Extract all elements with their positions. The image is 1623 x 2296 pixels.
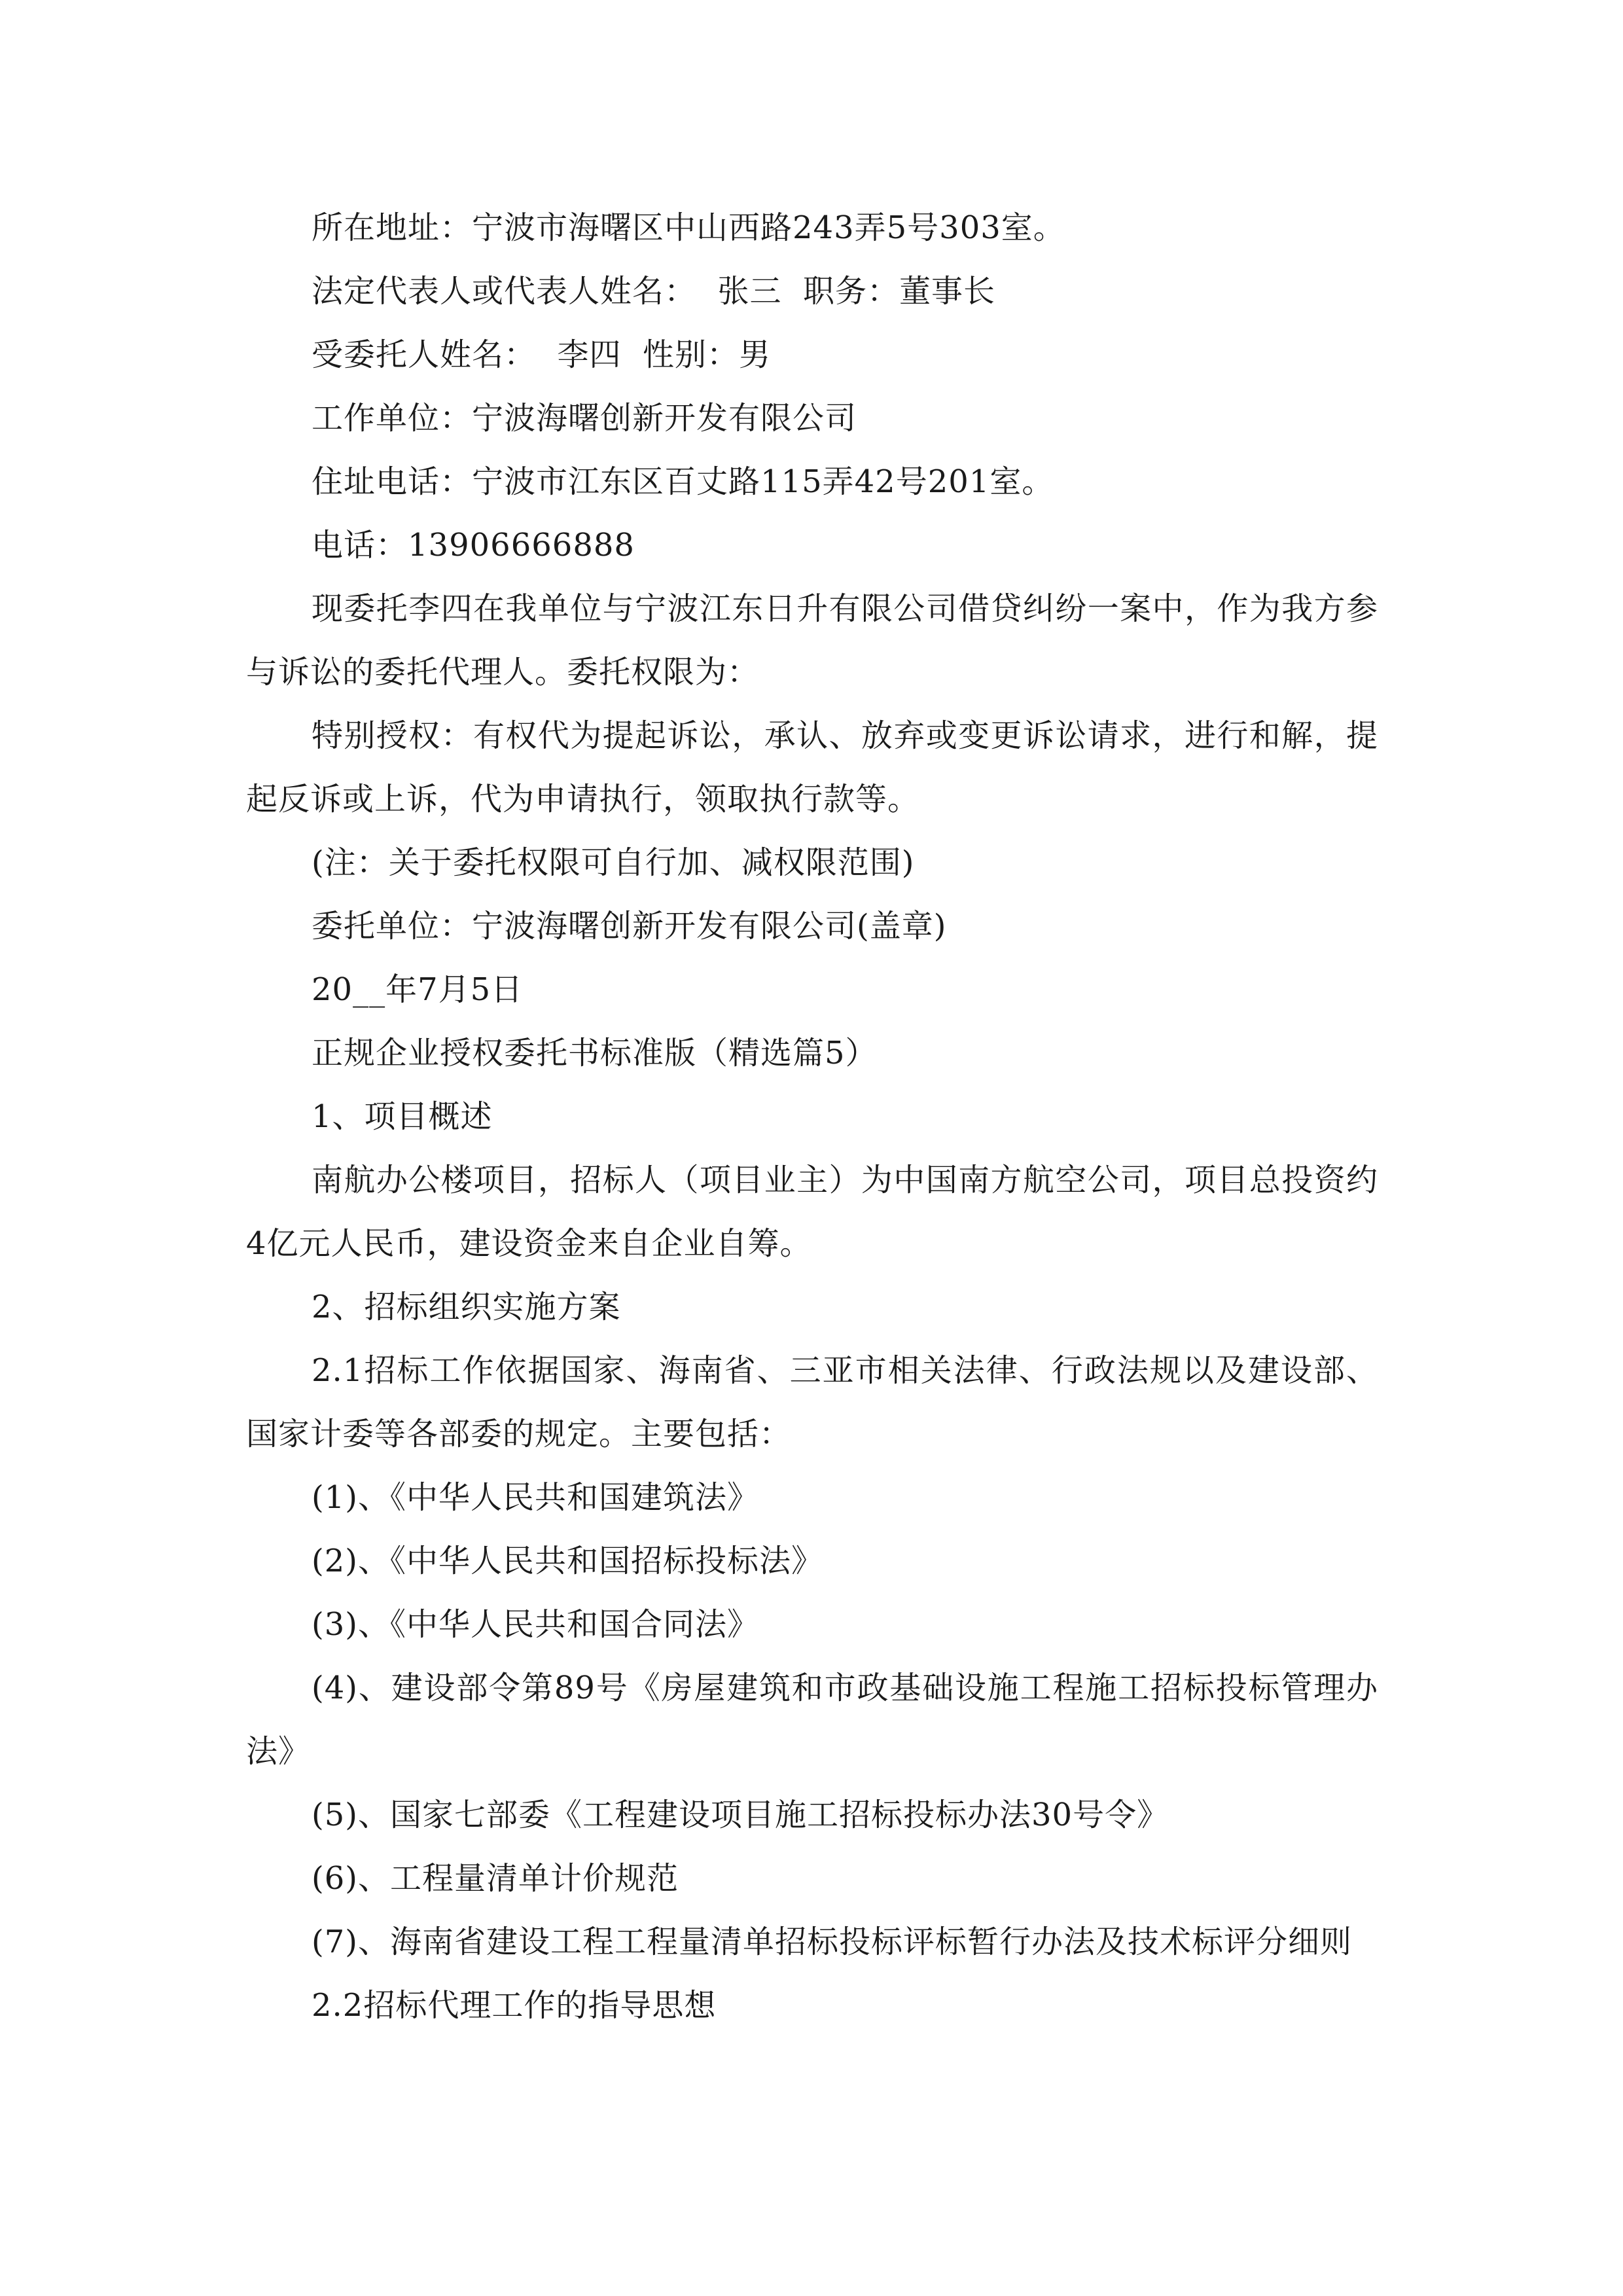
list-item-5: (5)、国家七部委《工程建设项目施工招标投标办法30号令》 bbox=[312, 1797, 1169, 1833]
list-item-4: (4)、建设部令第89号《房屋建筑和市政基础设施工程施工招标投标管理办法》 bbox=[246, 1670, 1378, 1770]
bidding-basis-paragraph: 2.1招标工作依据国家、海南省、三亚市相关法律、行政法规以及建设部、国家计委等各部委的规定。主要包括： bbox=[246, 1352, 1378, 1452]
legal-representative-line: 法定代表人或代表人姓名： 张三 职务：董事长 bbox=[312, 273, 996, 310]
heading-guiding-principle: 2.2招标代理工作的指导思想 bbox=[312, 1987, 717, 2024]
project-overview-paragraph: 南航办公楼项目，招标人（项目业主）为中国南方航空公司，项目总投资约4亿元人民币，建设资金来自企业自筹。 bbox=[246, 1162, 1378, 1262]
list-item-7: (7)、海南省建设工程工程量清单招标投标评标暂行办法及技术标评分细则 bbox=[312, 1924, 1352, 1960]
entrusting-unit-line: 委托单位：宁波海曙创新开发有限公司(盖章) bbox=[312, 908, 947, 944]
address-line: 所在地址：宁波市海曙区中山西路243弄5号303室。 bbox=[312, 209, 1065, 246]
list-item-3: (3)、《中华人民共和国合同法》 bbox=[312, 1606, 759, 1643]
list-item-2: (2)、《中华人民共和国招标投标法》 bbox=[312, 1543, 823, 1579]
phone-line: 电话：13906666888 bbox=[312, 527, 635, 564]
residence-line: 住址电话：宁波市江东区百丈路115弄42号201室。 bbox=[312, 463, 1054, 500]
heading-project-overview: 1、项目概述 bbox=[312, 1098, 493, 1135]
trustee-name-line: 受委托人姓名： 李四 性别：男 bbox=[312, 336, 772, 373]
list-item-1: (1)、《中华人民共和国建筑法》 bbox=[312, 1479, 759, 1516]
heading-bidding-plan: 2、招标组织实施方案 bbox=[312, 1289, 621, 1325]
section-title: 正规企业授权委托书标准版（精选篇5） bbox=[312, 1035, 878, 1071]
note-line: (注：关于委托权限可自行加、减权限范围) bbox=[312, 844, 915, 881]
work-unit-line: 工作单位：宁波海曙创新开发有限公司 bbox=[312, 400, 857, 437]
document-body bbox=[246, 196, 1378, 2037]
date-line: 20__年7月5日 bbox=[312, 971, 524, 1008]
list-item-6: (6)、工程量清单计价规范 bbox=[312, 1860, 679, 1897]
entrustment-paragraph: 现委托李四在我单位与宁波江东日升有限公司借贷纠纷一案中，作为我方参与诉讼的委托代理人。委托权限为： bbox=[246, 590, 1378, 691]
special-authorization-paragraph: 特别授权：有权代为提起诉讼，承认、放弃或变更诉讼请求，进行和解，提起反诉或上诉，代为申请执行，领取执行款等。 bbox=[246, 717, 1378, 817]
